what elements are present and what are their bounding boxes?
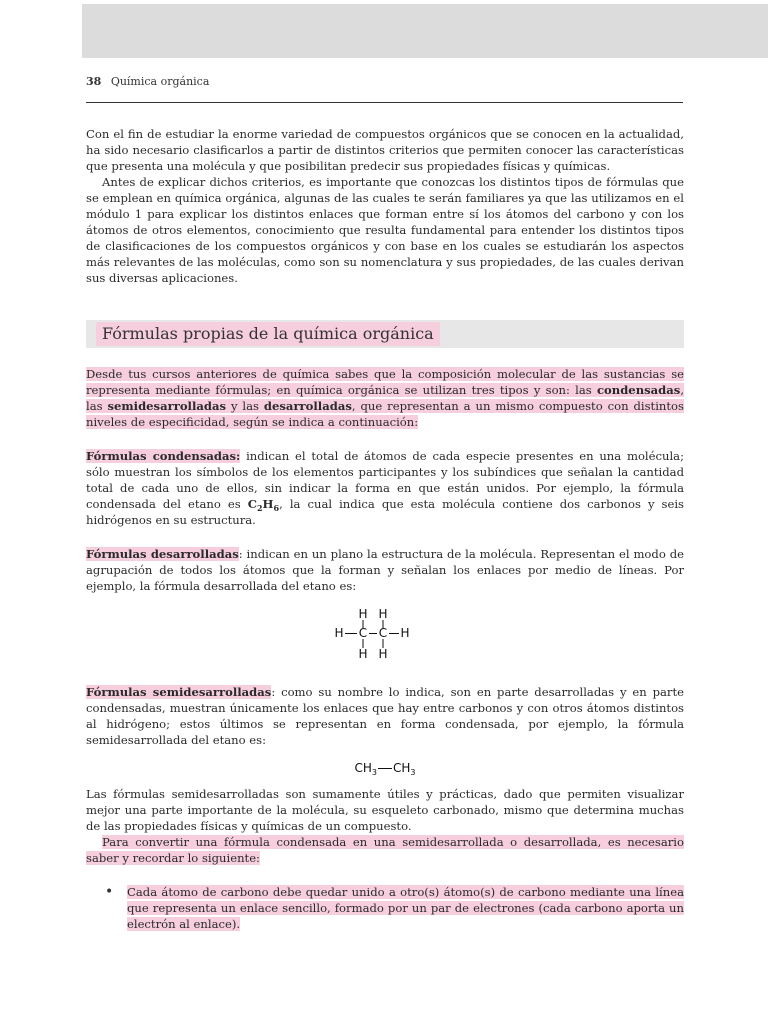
bullet-icon: • — [105, 884, 114, 900]
term-condensadas: condensadas — [596, 383, 681, 397]
semideveloped-formulas-paragraph: Fórmulas semidesarrolladas: como su nombre lo indica, son en parte desarrolladas y en parte condensadas, muestran únicamente los enlaces que hay entre carbonos y con otros átomos distintos al hidrógeno; estos últimos se representan en forma condensada, por ejemplo, la fórmula semidesarrollada del etano es: — [86, 685, 684, 747]
atom-h: H — [400, 626, 410, 640]
book-title: Química orgánica — [110, 75, 210, 88]
term-semidesarrolladas: semidesarrolladas — [107, 399, 227, 413]
ethane-semideveloped-formula: $CH_3$ $CH_3$ — [354, 761, 416, 777]
running-header — [86, 75, 209, 88]
condensed-term: Fórmulas condensadas: — [86, 449, 241, 463]
atom-h: H — [334, 626, 344, 640]
section-heading-bar — [86, 320, 684, 348]
intro-paragraph-2: Antes de explicar dichos criterios, es importante que conozcas los distintos tipos de fórmulas que se emplean en química orgánica, algunas de las cuales te serán familiares ya que las utilizamos en el módulo 1 para explicar los distintos enlaces que forman entre sí los átomos del carbono y con los átomos de otros elementos, conocimiento que resulta fundamental para entender los distintos tipos de clasificaciones de los compuestos orgánicos y con base en los cuales se estudiarán los aspectos más relevantes de las moléculas, como son su nomenclatura y sus propiedades, de las cuales derivan sus diversas aplicaciones. — [86, 175, 684, 285]
ethane-condensed-formula: $C_2H_6$ — [247, 497, 280, 513]
condensed-formulas-paragraph: Fórmulas condensadas: indican el total de átomos de cada especie presentes en una molécula; sólo muestran los símbolos de los elementos participantes y los subíndices que señalan la cantidad total de cada uno de ellos, sin indicar la forma en que están unidos. Por ejemplo, la fórmula condensada del etano es $C_2H_6$, la cual indica que esta molécula contiene dos carbonos y seis hidrógenos en su estructura. — [86, 449, 685, 527]
semideveloped-term: Fórmulas semidesarrolladas — [86, 685, 272, 699]
atom-h: H — [378, 607, 388, 621]
term-desarrolladas: desarrolladas — [263, 399, 352, 413]
after-paragraph-2: Para convertir una fórmula condensada en una semidesarrollada o desarrollada, es necesario saber y recordar lo siguiente: — [86, 835, 684, 865]
top-gray-band — [82, 4, 768, 58]
page-content — [86, 126, 684, 932]
header-rule — [86, 102, 683, 103]
atom-c: C — [358, 626, 368, 640]
atom-h: H — [358, 607, 368, 621]
formula-types-intro — [86, 366, 684, 430]
page-number: 38 — [86, 75, 102, 88]
after-paragraph-1: Las fórmulas semidesarrolladas son sumamente útiles y prácticas, dado que permiten visualizar mejor una parte importante de la molécula, su esqueleto carbonado, mismo que determina muchas de las propiedades físicas y químicas de un compuesto. — [86, 787, 684, 833]
single-bond-line — [378, 768, 392, 769]
list-item — [86, 884, 684, 932]
intro-paragraph-1: Con el fin de estudiar la enorme variedad de compuestos orgánicos que se conocen en la actualidad, ha sido necesario clasificarlos a partir de distintos criterios que permiten conocer las características que presenta una molécula y que posibilitan predecir sus propiedades físicas y químicas. — [86, 127, 684, 173]
developed-term: Fórmulas desarrolladas — [86, 547, 239, 561]
atom-h: H — [378, 647, 388, 661]
ethane-structural-formula — [330, 608, 440, 672]
highlighted-text: Desde tus cursos anteriores de química sabes que la composición molecular de las sustancias se representa mediante fórmulas; en química orgánica se utilizan tres tipos y son: las condensadas, las semidesarrolladas y las desarrolladas, que representan a un mismo compuesto con distintos niveles de especificidad, según se indica a continuación: — [86, 367, 684, 429]
section-title: Fórmulas propias de la química orgánica — [96, 322, 440, 346]
developed-formulas-paragraph: Fórmulas desarrolladas: indican en un plano la estructura de la molécula. Representan el modo de agrupación de todos los átomos que la forman y señalan los enlaces por medio de líneas. Por ejemplo, la fórmula desarrollada del etano es: — [86, 547, 684, 593]
atom-c: C — [378, 626, 388, 640]
bullet-text: Cada átomo de carbono debe quedar unido a otro(s) átomo(s) de carbono mediante una línea que representa un enlace sencillo, formado por un par de electrones (cada carbono aporta un electrón al enlace). — [127, 885, 684, 931]
atom-h: H — [358, 647, 368, 661]
